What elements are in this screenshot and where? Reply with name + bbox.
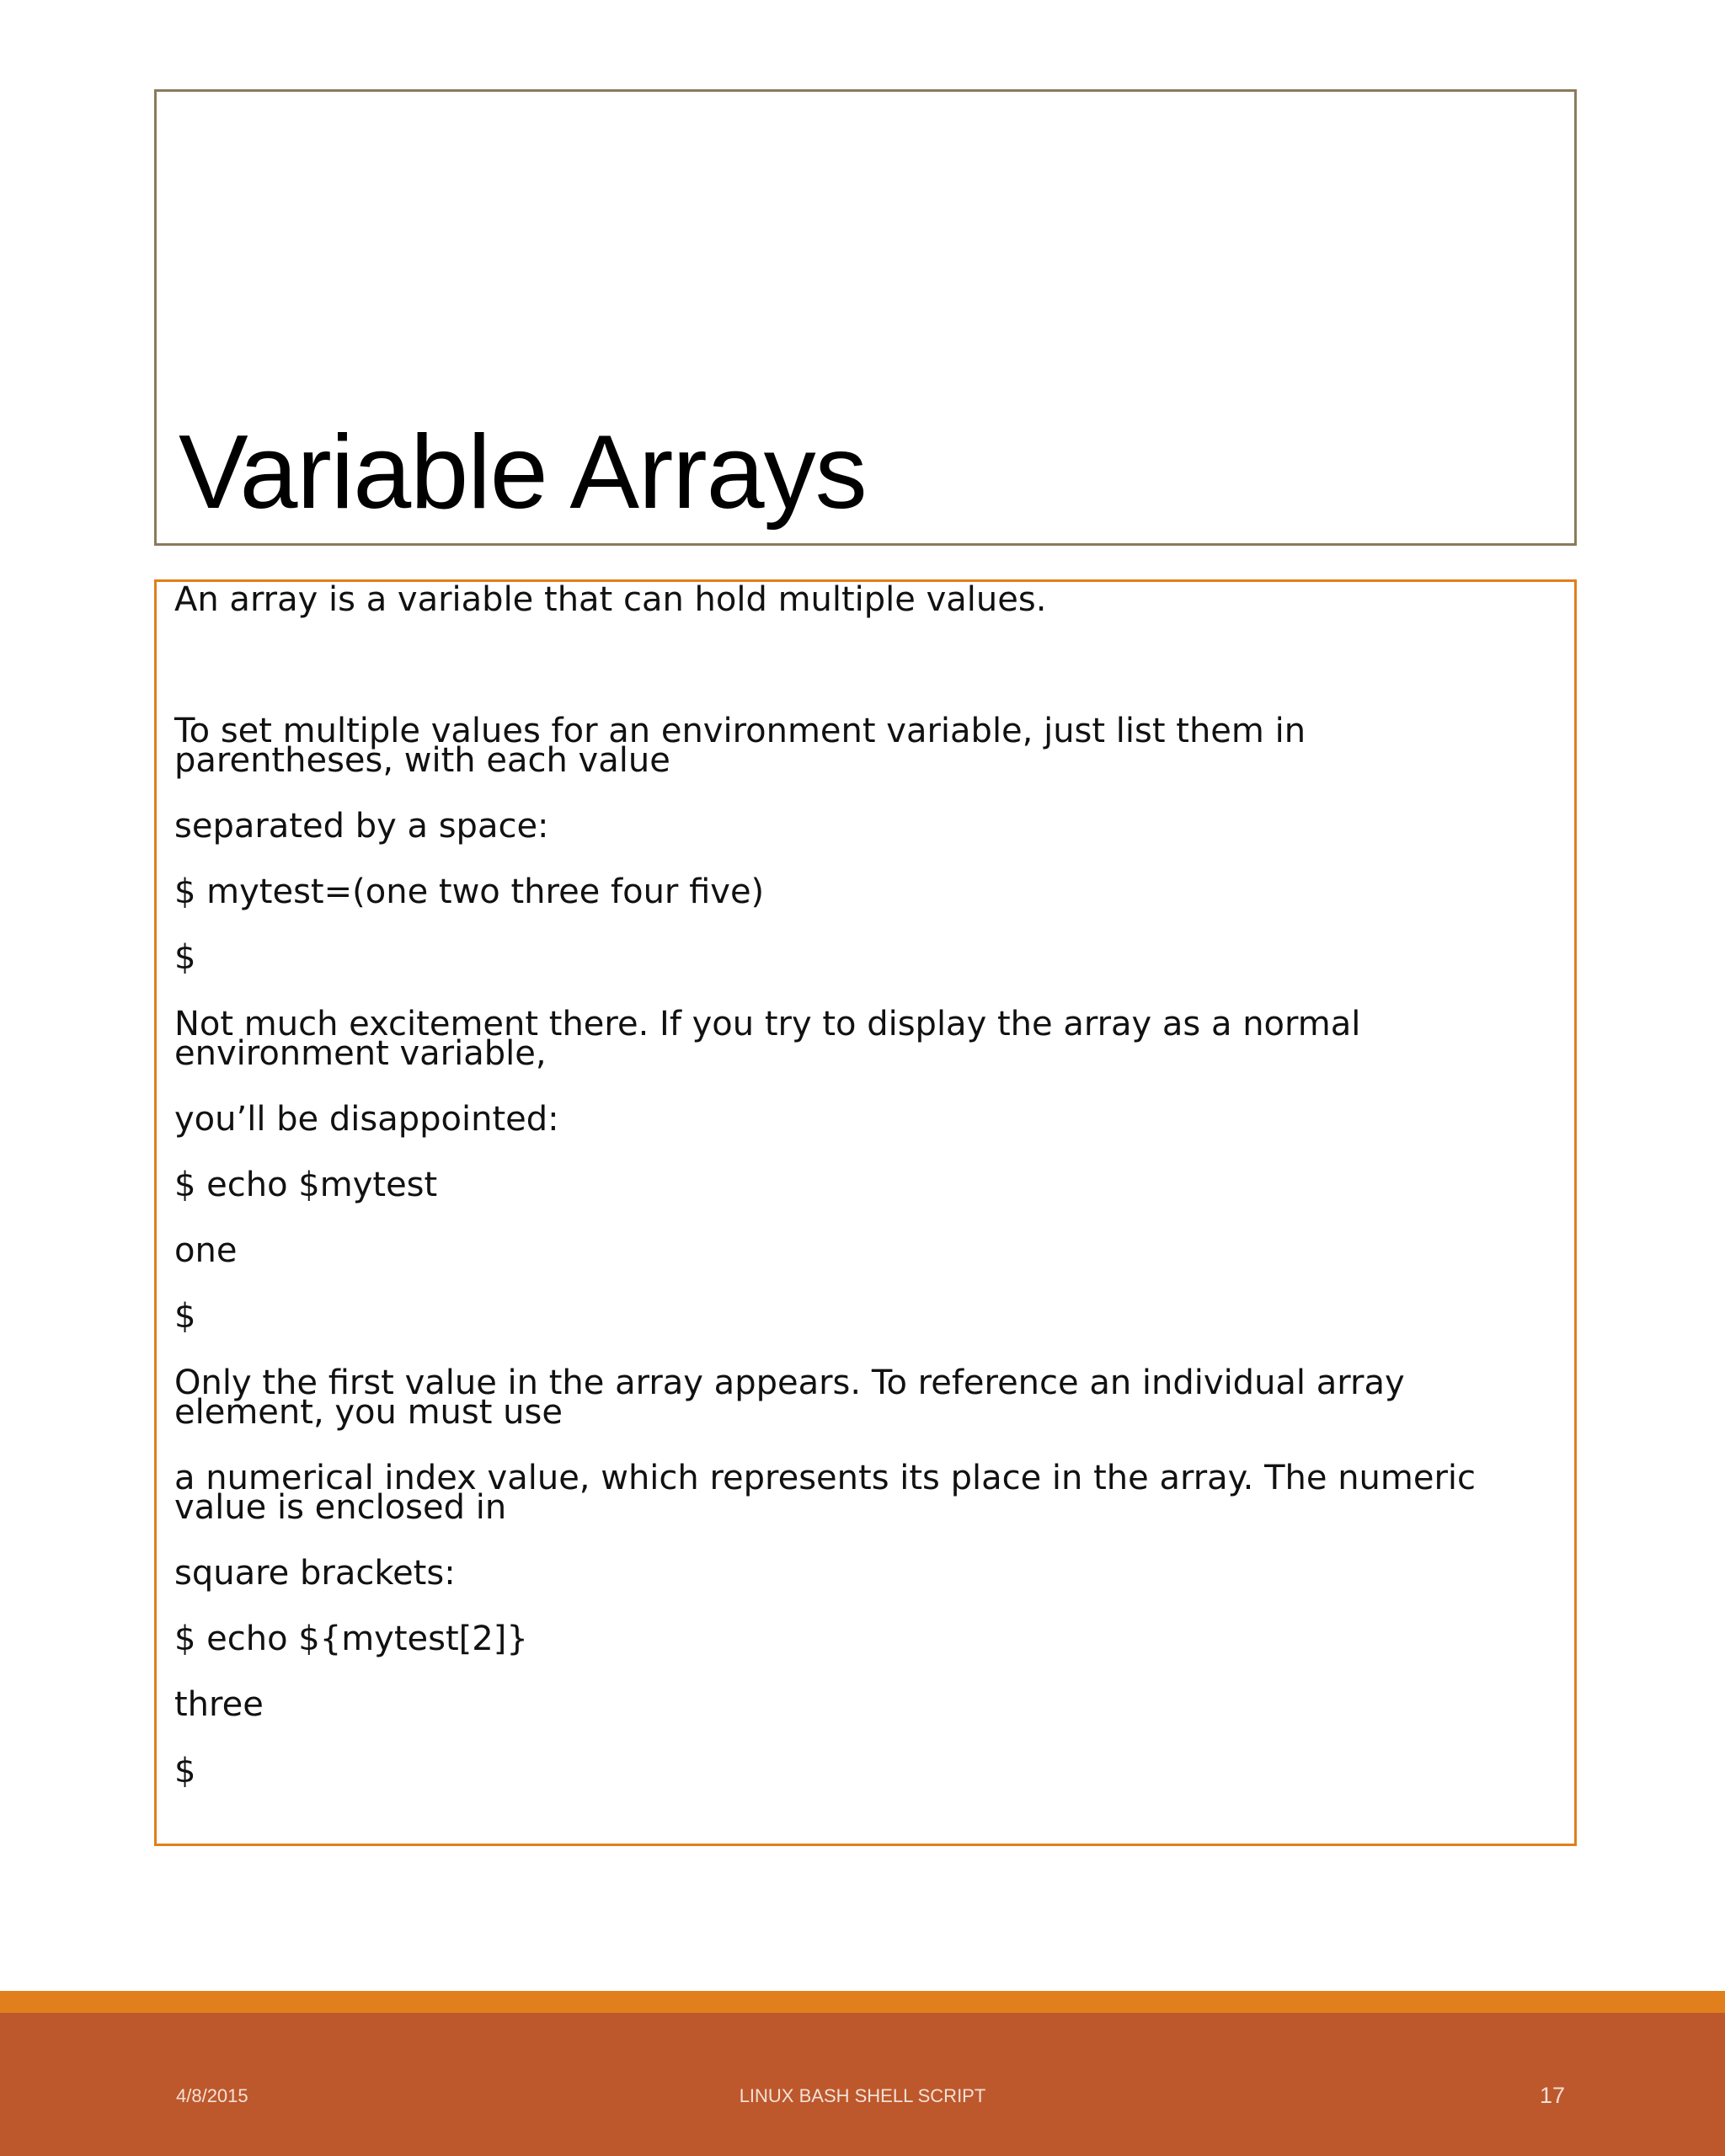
text-line: square brackets: [174,1554,456,1593]
text-line: parentheses, with each value [174,741,670,780]
text-line: a numerical index value, which represents its place in the array. The numeric [174,1459,1477,1497]
page-number: 17 [1539,2083,1565,2108]
footer-accent-stripe [0,1991,1725,2013]
text-line: value is enclosed in [174,1488,507,1527]
text-line: element, you must use [174,1393,563,1432]
text-line: Only the first value in the array appears. To reference an individual array [174,1364,1405,1402]
title-placeholder [154,89,1577,546]
code-line: $ [174,938,196,977]
footer-title: LINUX BASH SHELL SCRIPT [739,2085,986,2106]
text-line: separated by a space: [174,807,549,846]
code-line: $ mytest=(one two three four five) [174,873,765,911]
code-line: $ [174,1752,196,1790]
text-line: Not much excitement there. If you try to display the array as a normal [174,1005,1361,1043]
code-line: $ [174,1297,196,1336]
code-line: $ echo ${mytest[2]} [174,1620,528,1658]
code-line: one [174,1231,238,1270]
footer-band [0,2013,1725,2156]
text-line: environment variable, [174,1034,547,1073]
code-line: three [174,1685,264,1724]
slide-title: Variable Arrays [179,414,867,531]
footer-date: 4/8/2015 [176,2085,248,2106]
code-line: $ echo $mytest [174,1166,438,1204]
content-placeholder [154,579,1577,1846]
text-line: An array is a variable that can hold multiple values. [174,580,1047,619]
text-line: you’ll be disappointed: [174,1100,559,1139]
text-line: To set multiple values for an environment variable, just list them in [174,712,1306,750]
